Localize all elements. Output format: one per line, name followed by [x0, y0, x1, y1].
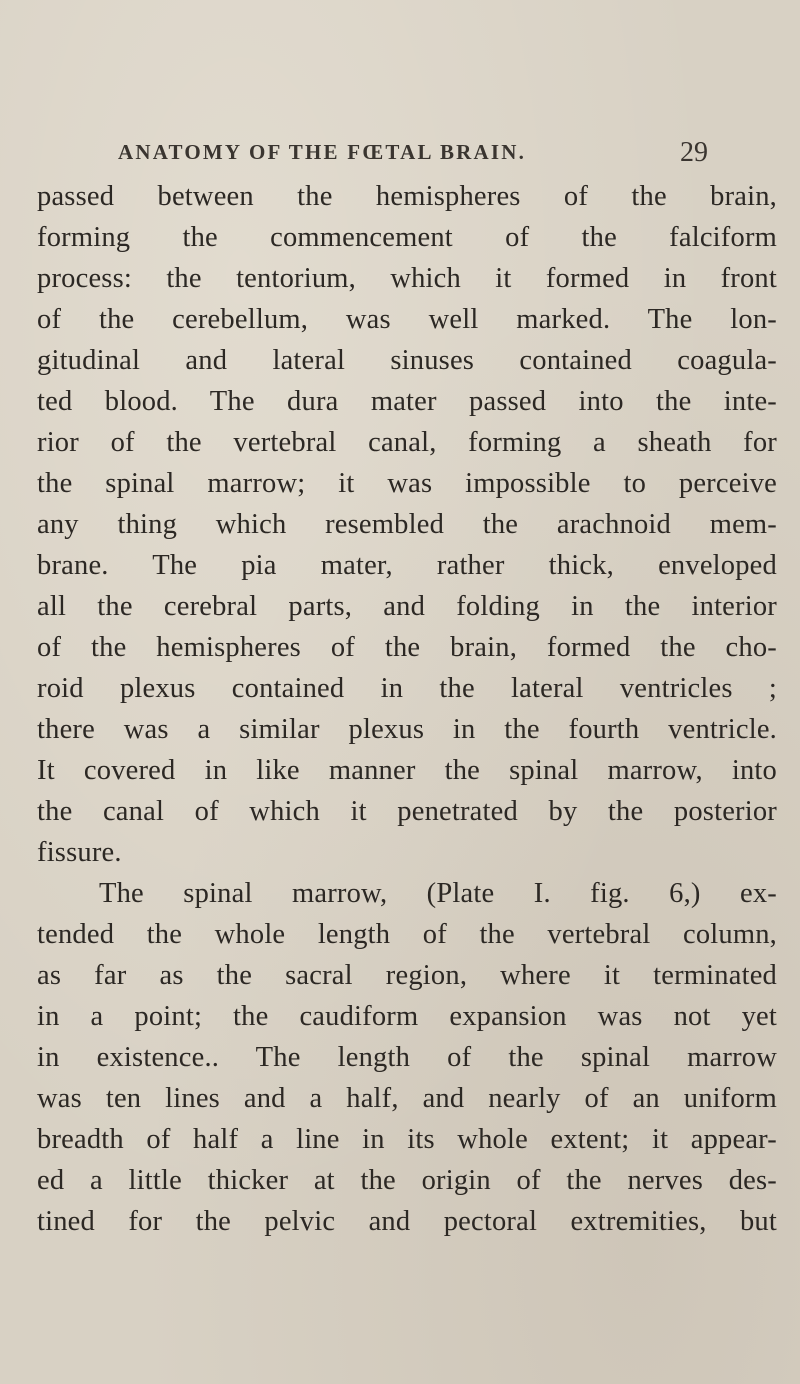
text-line: forming the commencement of the falciform	[37, 222, 777, 253]
text-line: of the cerebellum, was well marked. The lon-	[37, 304, 777, 335]
text-line: roid plexus contained in the lateral ventricles ;	[37, 673, 777, 704]
text-line: of the hemispheres of the brain, formed the cho-	[37, 632, 777, 663]
page-number: 29	[680, 137, 708, 168]
text-line: breadth of half a line in its whole extent; it appear-	[37, 1124, 777, 1155]
text-line: the canal of which it penetrated by the posterior	[37, 796, 777, 827]
text-line: tended the whole length of the vertebral column,	[37, 919, 777, 950]
running-title: ANATOMY OF THE FŒTAL BRAIN.	[118, 140, 527, 164]
text-line: passed between the hemispheres of the brain,	[37, 181, 777, 212]
text-line: It covered in like manner the spinal marrow, into	[37, 755, 777, 786]
text-line: there was a similar plexus in the fourth ventricle.	[37, 714, 777, 745]
text-line: process: the tentorium, which it formed in front	[37, 263, 777, 294]
text-line: ted blood. The dura mater passed into the inte-	[37, 386, 777, 417]
text-line: fissure.	[37, 837, 122, 868]
text-line: gitudinal and lateral sinuses contained coagula-	[37, 345, 777, 376]
text-line: was ten lines and a half, and nearly of an uniform	[37, 1083, 777, 1114]
text-line: as far as the sacral region, where it terminated	[37, 960, 777, 991]
text-line: tined for the pelvic and pectoral extremities, but	[37, 1206, 777, 1237]
paragraph-2	[37, 873, 777, 1242]
running-head	[118, 137, 708, 174]
body-text	[37, 176, 777, 1242]
text-line: rior of the vertebral canal, forming a sheath for	[37, 427, 777, 458]
text-line: the spinal marrow; it was impossible to perceive	[37, 468, 777, 499]
text-line: brane. The pia mater, rather thick, enveloped	[37, 550, 777, 581]
text-line: The spinal marrow, (Plate I. fig. 6,) ex-	[99, 878, 777, 909]
paragraph-1	[37, 176, 777, 873]
text-line: ed a little thicker at the origin of the nerves des-	[37, 1165, 777, 1196]
text-line: any thing which resembled the arachnoid mem-	[37, 509, 777, 540]
text-line: in existence.. The length of the spinal marrow	[37, 1042, 777, 1073]
text-line: in a point; the caudiform expansion was not yet	[37, 1001, 777, 1032]
text-line: all the cerebral parts, and folding in the interior	[37, 591, 777, 622]
